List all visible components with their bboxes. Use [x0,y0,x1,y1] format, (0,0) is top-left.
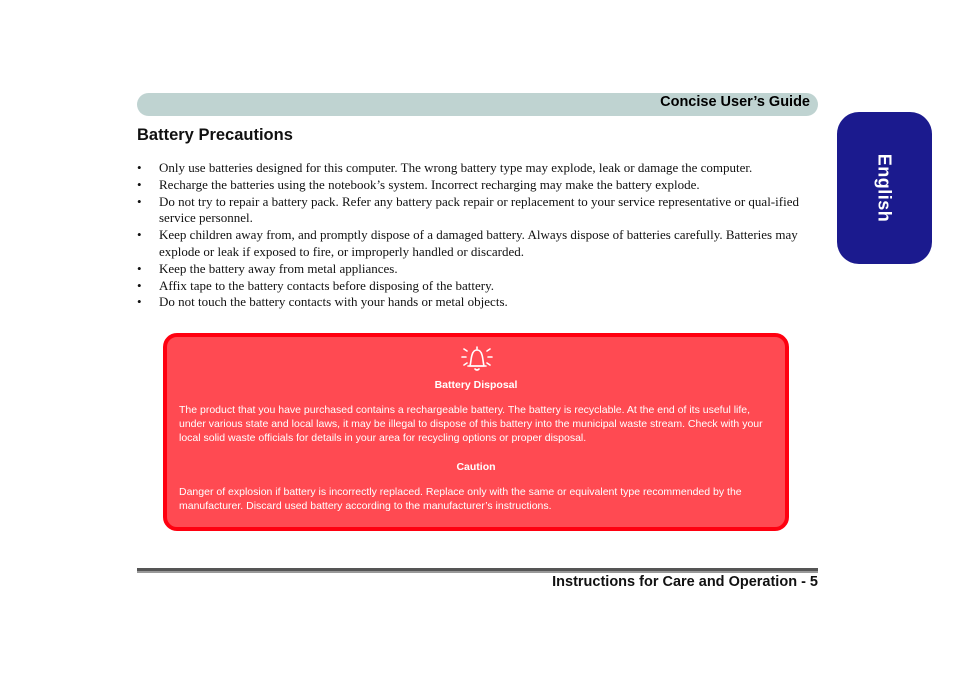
bullet-icon: • [137,176,142,192]
caution-heading: Caution [456,461,496,473]
caution-text: Danger of explosion if battery is incorrectly replaced. Replace only with the same or equivalent type recommended by the manufacturer. Discard used battery according to the manufacturer’s instructions. [179,486,742,512]
header-bar [137,93,818,116]
list-item-text: Recharge the batteries using the notebook’s system. Incorrect recharging may make the battery explode. [159,176,700,192]
precautions-list [137,160,818,311]
footer-page-label: Instructions for Care and Operation - 5 [552,574,818,590]
list-item [137,194,818,228]
list-item-text: Affix tape to the battery contacts before disposing of the battery. [159,277,495,293]
language-tab-label: English [874,153,895,223]
bullet-icon: • [137,227,142,243]
list-item [137,278,818,295]
bullet-icon: • [137,160,142,175]
list-item-text: Only use batteries designed for this computer. The wrong battery type may explode, leak or damage the computer. [159,160,753,175]
list-item-text: Do not try to repair a battery pack. Refer any battery pack repair or replacement to your service representative or qual-ified service personnel. [159,193,799,226]
battery-disposal-heading: Battery Disposal [434,379,518,391]
battery-disposal-text: The product that you have purchased contains a rechargeable battery. The battery is recyclable. At the end of its useful life, under various state and local laws, it may be illegal to dispose of this battery into the municipal waste stream. Check with your local solid waste officials for details in your area for recycling options or proper disposal. [179,404,763,444]
battery-warning-box [163,333,789,531]
list-item [137,294,818,311]
language-tab [837,112,932,264]
list-item [137,177,818,194]
list-item [137,261,818,278]
list-item [137,160,818,177]
guide-title: Concise User’s Guide [660,94,810,110]
footer-rule [137,568,818,573]
list-item-text: Do not touch the battery contacts with your hands or metal objects. [159,294,508,310]
list-item [137,227,818,261]
alarm-bell-icon [459,343,495,373]
list-item-text: Keep the battery away from metal appliances. [159,260,398,276]
bullet-icon: • [137,294,142,310]
section-title: Battery Precautions [137,126,293,144]
bullet-icon: • [137,260,142,276]
list-item-text: Keep children away from, and promptly dispose of a damaged battery. Always dispose of batteries carefully. Batteries may explode or leak if exposed to fire, or improperly handled or discarded. [159,227,798,259]
bullet-icon: • [137,277,142,293]
bullet-icon: • [137,193,142,209]
